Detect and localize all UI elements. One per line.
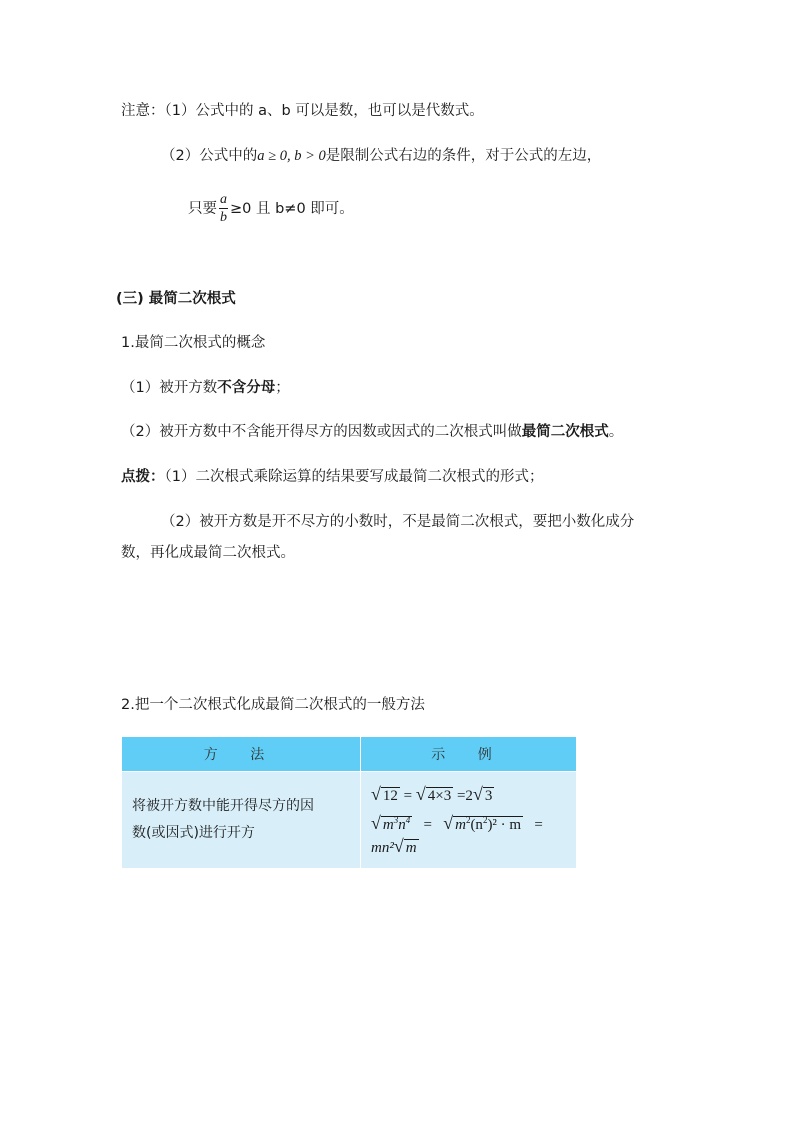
note-line-3 [188,193,354,225]
condition-1 [121,376,290,397]
note-item-1: （1）公式中的 a、b 可以是数，也可以是代数式。 [164,103,484,119]
radical-m3n4: √ $m^3n^4$ [371,813,411,833]
note-item-3-prefix: 只要 [188,201,217,217]
section-heading: (三) 最简二次根式 [116,291,236,307]
method-text-line-2: 数(或因式)进行开方 [132,825,255,841]
coefficient-mn2: mn² [371,840,394,856]
fraction-numerator: a [220,192,227,207]
method-cell [122,772,361,869]
fraction-denominator: b [220,210,227,225]
table-header-method: 方 法 [122,737,361,772]
method-text-line-1: 将被开方数中能开得尽方的因 [132,798,314,814]
tip-line-3: 数，再化成最简二次根式。 [121,545,295,561]
note-item-2-prefix: （2）公式中的 [161,148,258,164]
note-label: 注意： [121,103,165,119]
table-header-row [122,737,577,772]
equals-sign: = [534,817,543,833]
condition-2-bold: 最简二次根式 [521,424,609,440]
condition-2-suffix: 。 [608,424,624,440]
table-row [122,772,577,869]
note-item-3-suffix: ≥0 且 b≠0 即可。 [230,201,354,217]
subheading-concept: 1.最简二次根式的概念 [121,335,266,351]
note-item-2-suffix: 是限制公式右边的条件，对于公式的左边， [325,148,602,164]
equals-sign: = [423,817,432,833]
example-cell [361,772,577,869]
radical-4x3: √ 4×3 [415,784,452,804]
condition-2-prefix: （2）被开方数中不含能开得尽方的因数或因式的二次根式叫做 [121,424,522,440]
radical-inner-tail: )² · m [487,817,522,833]
note-line-1 [121,99,484,120]
radical-12: √ 12 [371,784,398,804]
tip-line-1 [121,465,543,486]
equals-sign: =2 [456,788,473,804]
condition-2 [121,420,623,441]
tip-line-2: （2）被开方数是开不尽方的小数时，不是最简二次根式，要把小数化成分 [161,514,635,530]
table-header-example: 示 例 [361,737,577,772]
note-line-2 [161,144,601,165]
example-line-2 [371,807,570,833]
fraction-a-over-b [219,193,228,225]
condition-1-suffix: ； [275,380,290,396]
radical-inner-text: (n [470,817,483,833]
equals-sign: = [403,788,413,804]
example-line-1 [371,781,570,807]
radical-3: √ 3 [472,784,493,804]
tip-label: 点拨： [121,469,165,485]
condition-1-bold: 不含分母 [217,380,276,396]
tip-item-1: （1）二次根式乘除运算的结果要写成最简二次根式的形式； [164,469,544,485]
radical-m: √ m [393,836,417,856]
radical-m2n2m: √ $m^2(n^2)^2 \cdot m$ [443,813,522,833]
method-table [121,736,577,869]
subheading-method: 2.把一个二次根式化成最简二次根式的一般方法 [121,697,425,713]
condition-1-prefix: （1）被开方数 [121,380,218,396]
note-item-2-math: a ≥ 0, b > 0 [257,148,326,164]
